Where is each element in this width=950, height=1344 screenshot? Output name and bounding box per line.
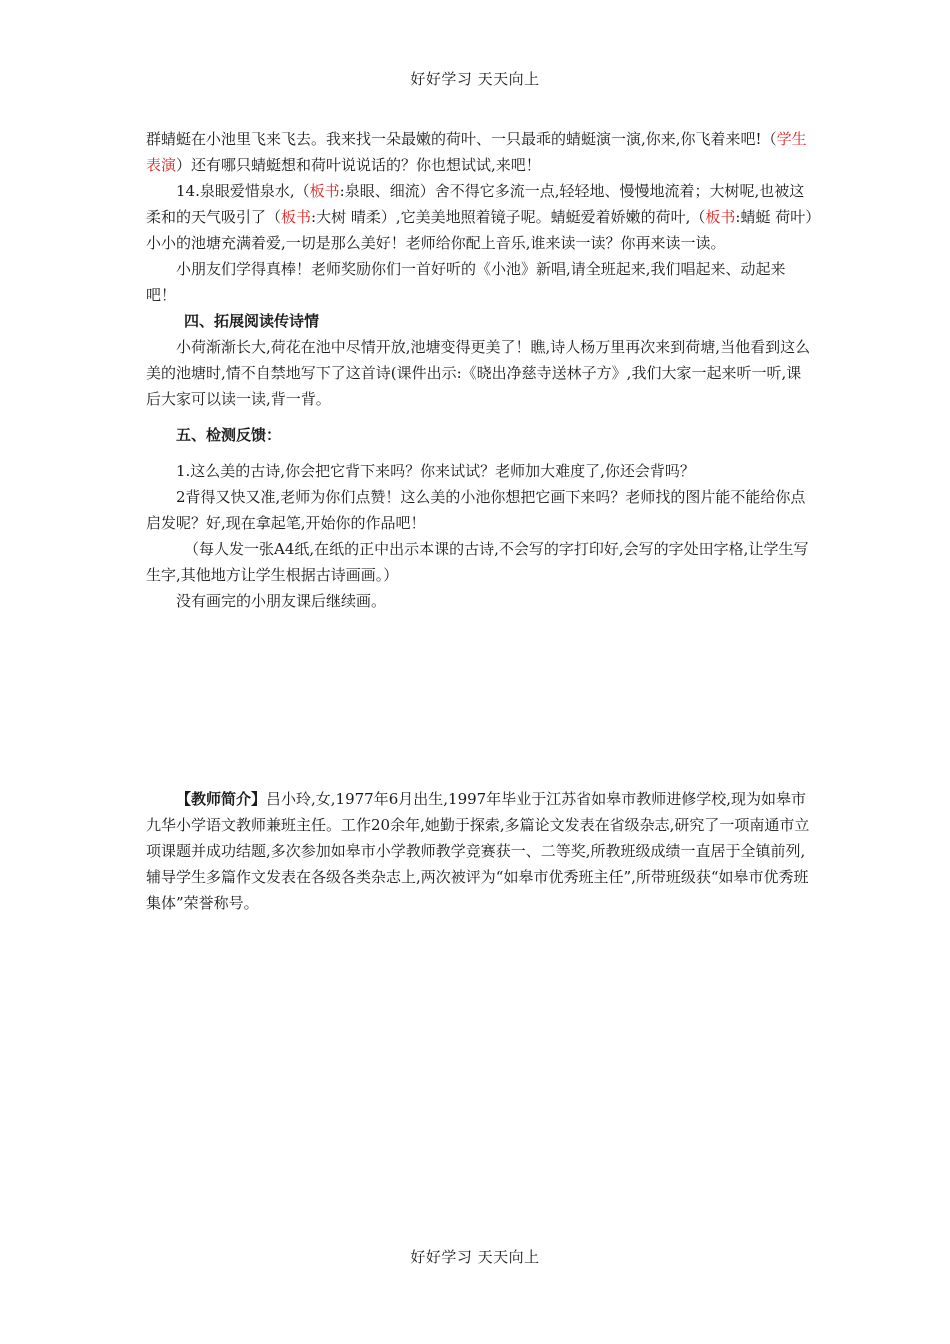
paragraph-check-1: 1.这么美的古诗,你会把它背下来吗？你来试试？老师加大难度了,你还会背吗？ — [176, 462, 695, 480]
paragraph-extended-reading: 小荷渐渐长大,荷花在池中尽情开放,池塘变得更美了！瞧,诗人杨万里再次来到荷塘,当他看到这么美的池塘时,情不自禁地写下了这首诗(课件出示:《晓出净慈寺送林子方》,我们大家一起来听一听,课后大家可以读一读,背一背。 — [146, 338, 811, 408]
paragraph-text: ）还有哪只蜻蜓想和荷叶说说话的？你也想试试,来吧！ — [176, 156, 541, 174]
teacher-bio-text: 吕小玲,女,1977年6月出生,1997年毕业于江苏省如皋市教师进修学校,现为如皋市九华小学语文教师兼班主任。工作20余年,她勤于探索,多篇论文发表在省级杂志,研究了一项南通市立项课题并成功结题,多次参加如皋市小学教师教学竞赛获一、二等奖,所教班级成绩一直居于全镇前列,辅导学生多篇作文发表在各级各类杂志上,两次被评为“如皋市优秀班主任”,所带班级获“如皋市优秀班集体”荣誉称号。 — [146, 790, 810, 912]
page-footer: 好好学习 天天向上 — [410, 1248, 540, 1266]
paragraph-praise: 小朋友们学得真棒！老师奖励你们一首好听的《小池》新唱,请全班起来,我们唱起来、动起来吧！ — [146, 260, 786, 304]
section-heading-4: 四、拓展阅读传诗情 — [184, 312, 320, 330]
paragraph-performance — [146, 126, 814, 178]
paragraph-text: 14.泉眼爱惜泉水,（ — [176, 182, 310, 200]
paragraph-text: 群蜻蜓在小池里飞来飞去。我来找一朵最嫩的荷叶、一只最乖的蜻蜓演一演,你来,你飞着来吧!（ — [146, 130, 777, 148]
paragraph-14 — [146, 178, 814, 256]
page-header: 好好学习 天天向上 — [410, 70, 540, 88]
annotation-board-1: 板书 — [309, 182, 340, 200]
section-heading-5: 五、检测反馈： — [176, 426, 282, 444]
annotation-board-3: 板书 — [705, 208, 736, 226]
paragraph-text: :蜻蜓 荷叶）小小的池塘充满着爱,一切是那么美好！老师给你配上音乐,谁来读一读？你再来读一读。 — [146, 208, 813, 252]
teacher-bio — [146, 786, 814, 916]
teacher-bio-label: 【教师简介】 — [176, 790, 267, 808]
paragraph-text: :大树 晴柔）,它美美地照着镜子呢。蜻蜓爱着娇嫩的荷叶,（ — [311, 208, 706, 226]
annotation-board-2: 板书 — [281, 208, 312, 226]
document-body — [146, 126, 814, 916]
paragraph-check-2: 2背得又快又准,老师为你们点赞！这么美的小池你想把它画下来吗？老师找的图片能不能给你点启发呢？好,现在拿起笔,开始你的作品吧！ — [146, 488, 806, 532]
paragraph-note: （每人发一张A4纸,在纸的正中出示本课的古诗,不会写的字打印好,会写的字处田字格,让学生写生字,其他地方让学生根据古诗画画。） — [146, 540, 809, 584]
paragraph-continue: 没有画完的小朋友课后继续画。 — [176, 592, 387, 610]
paragraph-text: :泉眼、细流）舍不得它多流一点,轻轻地、慢慢地流着；大树呢,也被这柔和的天气吸引了（ — [146, 182, 805, 226]
annotation-student-performance: 学生表演 — [146, 130, 807, 174]
